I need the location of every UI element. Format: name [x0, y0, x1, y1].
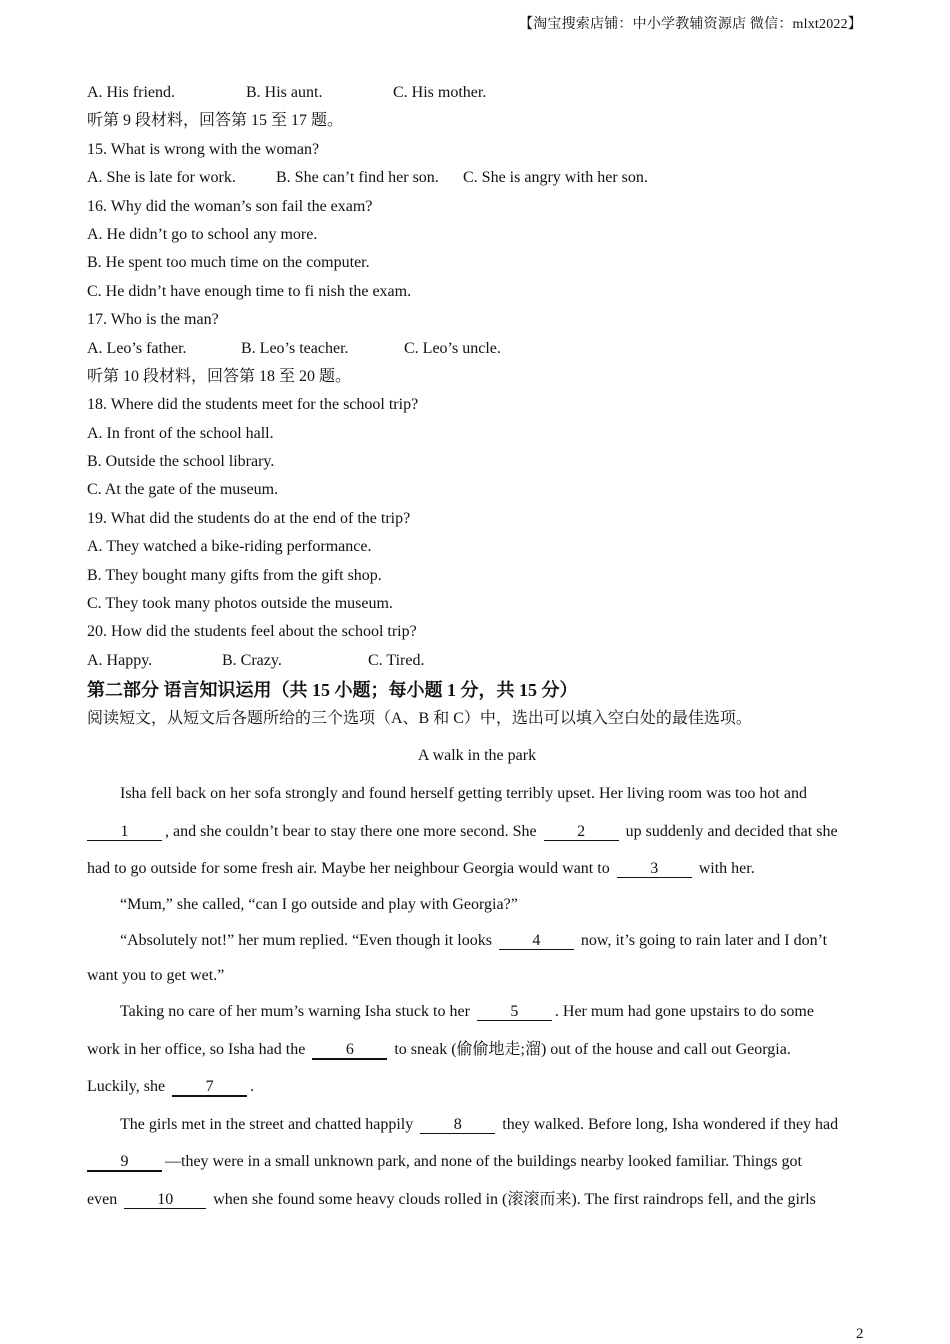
passage-text: . Her mum had gone upstairs to do some — [554, 1003, 814, 1021]
passage-title: A walk in the park — [417, 747, 537, 765]
section10-instruction: 听第 10 段材料，回答第 18 至 20 题。 — [87, 367, 352, 385]
q16-option-c: C. He didn’t have enough time to fi nish the exam. — [87, 282, 412, 300]
passage-line-4: “Mum,” she called, “can I go outside and play with Georgia?” — [120, 895, 518, 913]
q14-options — [87, 79, 867, 107]
passage-text: Luckily, she — [87, 1078, 166, 1096]
q17-question: 17. Who is the man? — [87, 311, 219, 329]
q20-option-a: A. Happy. — [87, 651, 153, 669]
q19-option-c: C. They took many photos outside the museum. — [87, 595, 393, 613]
passage-line-3 — [87, 850, 867, 888]
q20-question: 20. How did the students feel about the school trip? — [87, 623, 417, 641]
blank-4: 4 — [499, 933, 574, 950]
passage-text: The girls met in the street and chatted happily — [120, 1115, 414, 1133]
passage-text: —they were in a small unknown park, and none of the buildings nearby looked familiar. Things got — [165, 1153, 802, 1171]
q19-question: 19. What did the students do at the end of the trip? — [87, 509, 411, 527]
page-number: 2 — [856, 1326, 864, 1342]
q17-option-b: B. Leo’s teacher. — [241, 339, 349, 357]
passage-line-9 — [87, 1068, 867, 1106]
passage-text: when she found some heavy clouds rolled in (滚滚而来). The first raindrops fell, and the girls — [213, 1190, 816, 1208]
q19-option-b: B. They bought many gifts from the gift shop. — [87, 566, 382, 584]
part2-instruction: 阅读短文，从短文后各题所给的三个选项（A、B 和 C）中，选出可以填入空白处的最佳选项。 — [87, 710, 752, 728]
passage-line-7 — [87, 993, 867, 1031]
header-watermark: 【淘宝搜索店铺：中小学教辅资源店 微信：mlxt2022】 — [519, 17, 862, 32]
q14-option-b: B. His aunt. — [246, 84, 323, 101]
passage-line-1: Isha fell back on her sofa strongly and found herself getting terribly upset. Her living room was too hot and — [120, 785, 807, 803]
q18-option-c: C. At the gate of the museum. — [87, 481, 279, 499]
passage-text: work in her office, so Isha had the — [87, 1040, 306, 1058]
passage-line-6: want you to get wet.” — [87, 967, 225, 985]
blank-10: 10 — [124, 1192, 206, 1209]
q17-option-a: A. Leo’s father. — [87, 339, 187, 357]
passage-text: had to go outside for some fresh air. Maybe her neighbour Georgia would want to — [87, 860, 610, 878]
q15-question: 15. What is wrong with the woman? — [87, 140, 320, 158]
q15-option-b: B. She can’t find her son. — [276, 169, 439, 187]
q20-option-b: B. Crazy. — [222, 651, 282, 669]
q17-option-c: C. Leo’s uncle. — [404, 339, 501, 357]
q14-option-c: C. His mother. — [393, 84, 487, 101]
passage-line-2 — [87, 813, 867, 851]
passage-text: . — [250, 1078, 255, 1096]
q18-option-b: B. Outside the school library. — [87, 453, 275, 471]
passage-text: even — [87, 1190, 118, 1208]
passage-text: up suddenly and decided that she — [625, 822, 838, 840]
blank-2: 2 — [544, 824, 619, 841]
blank-8: 8 — [420, 1117, 495, 1134]
section9-instruction: 听第 9 段材料，回答第 15 至 17 题。 — [87, 112, 344, 130]
blank-5: 5 — [477, 1004, 552, 1021]
passage-text: “Absolutely not!” her mum replied. “Even though it looks — [120, 931, 492, 949]
passage-line-10 — [87, 1106, 867, 1144]
passage-text: , and she couldn’t bear to stay there one more second. She — [165, 822, 537, 840]
blank-9: 9 — [87, 1154, 162, 1172]
passage-text: to sneak (偷偷地走;溜) out of the house and call out Georgia. — [394, 1040, 791, 1058]
q16-option-a: A. He didn’t go to school any more. — [87, 225, 318, 243]
q16-question: 16. Why did the woman’s son fail the exam? — [87, 197, 373, 215]
q15-option-a: A. She is late for work. — [87, 169, 236, 187]
blank-3: 3 — [617, 861, 692, 878]
q15-option-c: C. She is angry with her son. — [463, 169, 648, 187]
blank-6: 6 — [312, 1042, 387, 1060]
passage-line-11 — [87, 1143, 867, 1181]
passage-line-5 — [87, 922, 867, 960]
q15-options — [87, 164, 867, 192]
q19-option-a: A. They watched a bike-riding performance. — [87, 538, 372, 556]
q16-option-b: B. He spent too much time on the computer. — [87, 254, 370, 272]
blank-7: 7 — [172, 1079, 247, 1097]
passage-text: they walked. Before long, Isha wondered if they had — [502, 1115, 839, 1133]
q18-option-a: A. In front of the school hall. — [87, 424, 274, 442]
blank-1: 1 — [87, 824, 162, 841]
passage-text: Taking no care of her mum’s warning Isha stuck to her — [120, 1003, 470, 1021]
q18-question: 18. Where did the students meet for the school trip? — [87, 396, 419, 414]
q14-option-a: A. His friend. — [87, 84, 175, 101]
q17-options — [87, 335, 867, 363]
passage-line-8 — [87, 1031, 867, 1069]
document-body — [87, 79, 867, 1218]
passage-text: with her. — [698, 860, 755, 878]
part2-title: 第二部分 语言知识运用（共 15 小题；每小题 1 分，共 15 分） — [87, 680, 578, 701]
q20-option-c: C. Tired. — [368, 651, 425, 669]
q20-options — [87, 647, 867, 675]
passage-line-12 — [87, 1181, 867, 1219]
passage-text: now, it’s going to rain later and I don’t — [580, 931, 828, 949]
